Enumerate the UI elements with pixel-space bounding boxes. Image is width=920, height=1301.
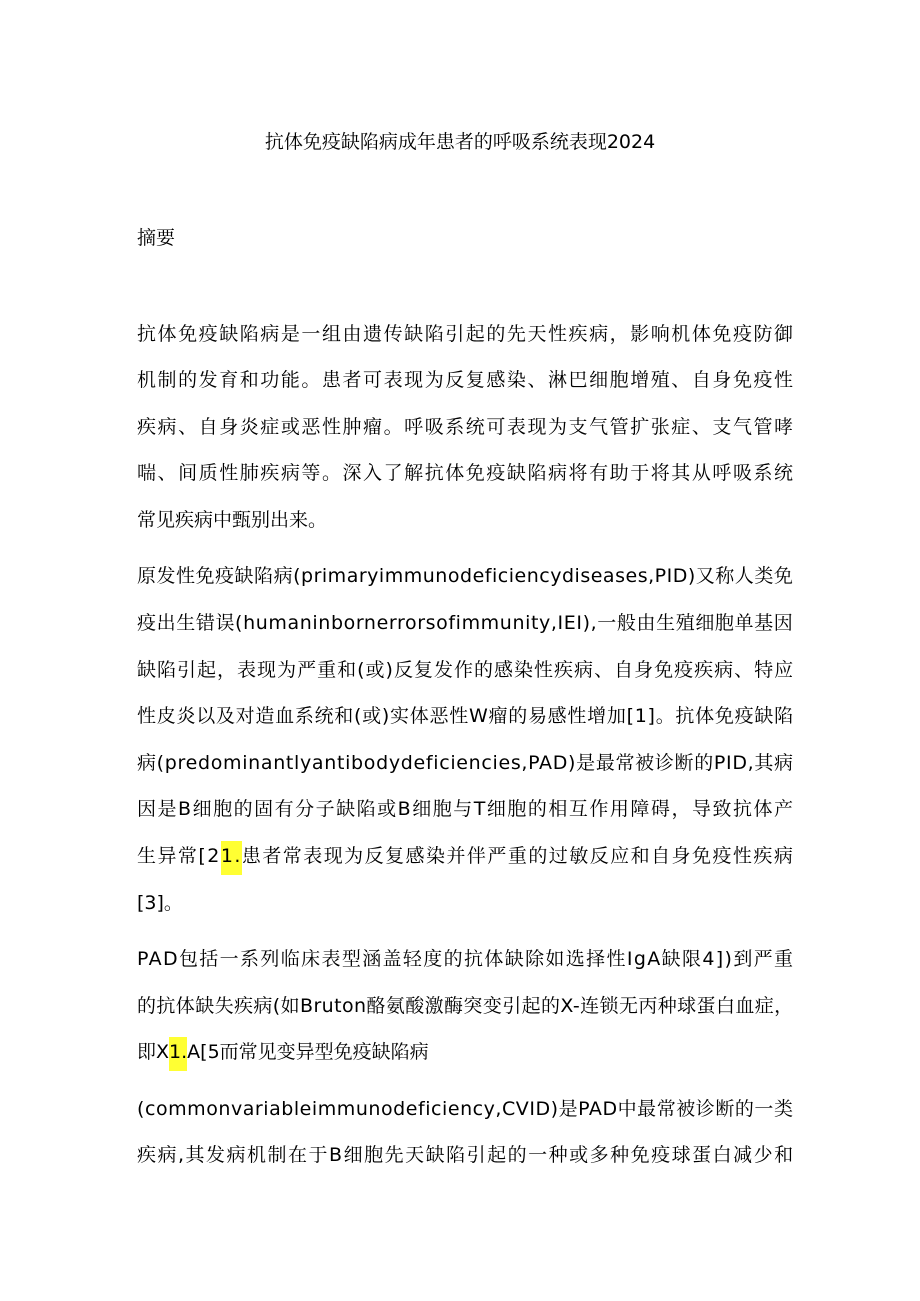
highlighted-text: 1.: [221, 841, 242, 875]
line-text: 常见疾病中甄别出来。: [137, 509, 328, 531]
line-text: [3]。: [137, 892, 183, 914]
body-line: [137, 749, 794, 777]
line-text: 缺陷引起，表现为严重和(或)反复发作的感染性疾病、自身免疫疾病、特应: [137, 659, 795, 681]
body-line: [137, 702, 794, 730]
body-line: [137, 842, 794, 870]
body-line: [137, 1038, 429, 1066]
line-text: 疾病,其发病机制在于B细胞先天缺陷引起的一种或多种免疫球蛋白减少和: [137, 1144, 795, 1166]
body-line: [137, 889, 183, 917]
line-text: 抗体免疫缺陷病是一组由遗传缺陷引起的先天性疾病，影响机体免疫防御: [137, 323, 795, 345]
document-title: 抗体免疫缺陷病成年患者的呼吸系统表现2024: [264, 131, 656, 153]
line-text: 喘、间质性肺疾病等。深入了解抗体免疫缺陷病将有助于将其从呼吸系统: [137, 462, 795, 484]
line-text: (commonvariableimmunodeficiency,CVID)是PAD中最常被诊断的一类: [137, 1098, 794, 1120]
line-text: 的抗体缺失疾病(如Bruton酪氨酸激酶突变引起的X-连锁无丙种球蛋白血症，: [137, 995, 794, 1017]
highlighted-text: 1.: [169, 1037, 187, 1071]
body-line: [137, 945, 794, 973]
body-line: [137, 1095, 794, 1123]
body-line: [137, 656, 794, 684]
line-text: 原发性免疫缺陷病(primaryimmunodeficiencydiseases,PID)又称人类免: [137, 565, 794, 587]
body-line: [137, 366, 795, 394]
body-line: [137, 413, 795, 441]
line-text: 疾病、自身炎症或恶性肿瘤。呼吸系统可表现为支气管扩张症、支气管哮: [137, 416, 795, 438]
body-line: [137, 1141, 795, 1169]
line-text: 患者常表现为反复感染并伴严重的过敏反应和自身免疫性疾病: [241, 845, 795, 867]
line-text: 即X: [137, 1041, 170, 1063]
line-text: 疫出生错误(humaninbornerrorsofimmunity,IEI),一般由生殖细胞单基因: [137, 612, 794, 634]
line-text: 因是B细胞的固有分子缺陷或B细胞与T细胞的相互作用障碍，导致抗体产: [137, 798, 795, 820]
body-line: [137, 320, 795, 348]
body-line: [137, 609, 793, 637]
line-text: 性皮炎以及对造血系统和(或)实体恶性W瘤的易感性增加[1]。抗体免疫缺陷: [137, 705, 794, 727]
body-line: [137, 795, 795, 823]
line-text: 病(predominantlyantibodydeficiencies,PAD)是最常被诊断的PID,其病: [137, 752, 794, 774]
line-text: PAD包括一系列临床表型涵盖轻度的抗体缺除如选择性IgA缺限4])到严重: [137, 948, 795, 970]
abstract-heading: 摘要: [137, 227, 176, 249]
body-line: [137, 562, 793, 590]
line-text: 生异常[2: [137, 845, 221, 867]
line-text: A[5而常见变异型免疫缺陷病: [187, 1041, 429, 1063]
line-text: 机制的发育和功能。患者可表现为反复感染、淋巴细胞增殖、自身免疫性: [137, 369, 795, 391]
body-line: [137, 506, 327, 534]
body-line: [137, 459, 795, 487]
body-line: [137, 992, 794, 1020]
